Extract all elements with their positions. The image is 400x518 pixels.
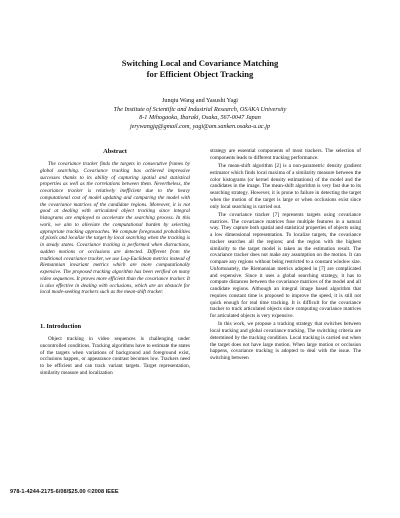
paper-title [0,58,400,80]
right-paragraph-2: The mean-shift algorithm [2] is a non-parametric density gradient estimator which finds local maxima of a similarity measure between the color histograms (or kernel density estimations) of the model and the candidates in the image. The mean-shift algorithm is very fast due to its searching strategy. However, it is prone to failure in detecting the target when the motion of the target is large or when occlusions exist since only local searching is carried out. [210,163,361,210]
author-block [0,97,400,131]
right-paragraph-4: In this work, we propose a tracking strategy that switches between local tracking and global covariance tracking. The switching criteria are determined by the tracking condition. Local tracking is carried out when the target does not have large motion. When large motion or occlusion happens, covariance tracking is adopted to deal with the issue. The switching between [210,321,361,361]
author-names: Junqiu Wang and Yasushi Yagi [161,97,239,104]
title-line-1: Switching Local and Covariance Matching [121,58,279,68]
title-line-2: for Efficient Object Tracking [146,69,254,79]
author-emails: jerywangjq@gmail.com, yagi@am.sanken.osaka-u.ac.jp [129,122,271,130]
right-paragraph-1: strategy are essential components of most trackers. The selection of components leads to different tracking performance. [210,148,361,161]
affiliation-line-2: 8-1 Mihogaoka, Ibaraki, Osaka, 567-0047 Japan [139,114,261,122]
introduction-paragraph-1: Object tracking in video sequences is challenging under uncontrolled conditions. Tracking algorithms have to estimate the states of the targets when variations of background and foreground exist, occlusions happen, or appearance contrast becomes low. Trackers need to be efficient and can track variant targets. Target representation, similarity measure and localization [40,336,190,376]
copyright-footer: 978-1-4244-2175-6/08/$25.00 ©2008 IEEE [10,489,119,495]
affiliation-line-1: The Institute of Scientific and Industrial Research, OSAKA University [113,105,287,113]
left-column [40,148,190,378]
abstract-heading: Abstract [103,148,127,155]
right-paragraph-3: The covariance tracker [7] represents targets using covariance matrices. The covariance matrices fuse multiple features in a natural way. They capture both spatial and statistical properties of objects using a low dimensional representation. To localize targets, the covariance tracker searches all the regions; and the region with the highest similarity to the target model is taken as the estimation result. The covariance tracker does not make any assumption on the motion. It can compare any regions without being restricted to a constant window size. Unfortunately, the Riemannian metrics adopted in [7] are complicated and expensive. Since it uses a global searching strategy, it has to compute distances between the covariance matrices of the model and all candidate regions. Although an integral image based algorithm that requires constant time is proposed to improve the speed, it is still not quick enough for real time tracking. It is difficult for the covariance tracker to track articulated objects since computing covariance matrices for articulated objects is very expensive. [210,211,361,319]
right-column [210,148,361,363]
introduction-heading: 1. Introduction [40,323,82,330]
abstract-body: The covariance tracker finds the targets in consecutive frames by global searching. Covariance tracking has achieved impressive successes thanks to its ability of capturing spatial and statistical properties as well as the correlations between them. Nevertheless, the covariance tracker is relatively inefficient due to the heavy computational cost of model updating and comparing the model with the covariance matrices of the candidate regions. Moreover, it is not good at dealing with articulated object tracking since integral histograms are employed to accelerate the searching process. In this work, we aim to alleviate the computational burden by selecting appropriate tracking approaches. We compute foreground probabilities of pixels and localize the target by local searching when the tracking is in steady states. Covariance tracking is performed when distractions, sudden motions or occlusions are detected. Different from the traditional covariance tracker, we use Log-Euclidean metrics instead of Riemannian invariant metrics which are more computationally expensive. The proposed tracking algorithm has been verified on many video sequences. It proves more efficient than the covariance tracker. It is also effective in dealing with occlusions, which are an obstacle for local mode-seeking trackers such as the mean-shift tracker. [40,161,190,296]
